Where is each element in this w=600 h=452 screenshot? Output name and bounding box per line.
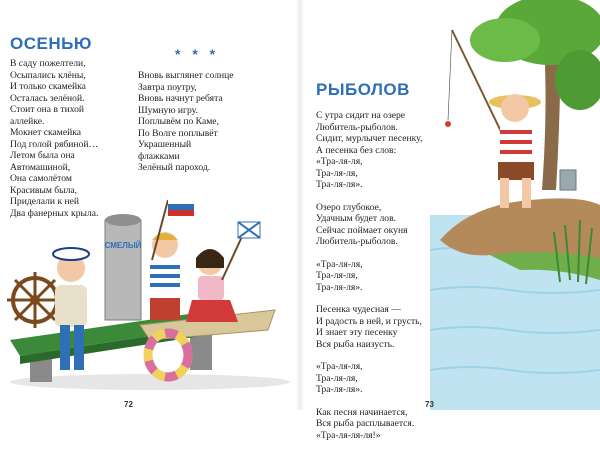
poem-title-rybolov: РЫБОЛОВ — [316, 80, 410, 99]
left-page — [0, 0, 300, 410]
poem-line: «Тра-ля-ля, — [316, 258, 363, 270]
poem-stanza — [316, 202, 422, 248]
striped-boy-figure — [150, 198, 194, 320]
poem-stanza — [316, 304, 422, 350]
poem-stanza — [316, 361, 422, 396]
poem-line: Красивым была, — [10, 184, 78, 196]
poem-line: По Волге поплывёт — [138, 127, 218, 139]
poem-line: Приделали к ней — [10, 196, 80, 207]
poem-line: Любитель-рыболов. — [316, 236, 398, 247]
poem-line: Тра-ля-ля». — [316, 384, 363, 395]
poem-line: Тра-ля-ля». — [316, 281, 363, 293]
poem-line: Песенка чудесная — — [316, 304, 401, 315]
poem-line: А песенка без слов: — [316, 144, 397, 156]
poem-line: В саду пожелтели, — [10, 58, 86, 69]
poem-line: Вся рыба расплывается. — [316, 418, 415, 429]
poem-line: Мокнет скамейка — [10, 127, 82, 138]
poem-stanza — [316, 110, 422, 191]
poem-line: Летом была она — [10, 150, 75, 161]
poem-line: Осталась зелёной. — [10, 92, 85, 104]
poem-line: «Тра-ля-ля, — [316, 361, 363, 372]
poem-stanza — [316, 259, 422, 294]
poem-line: Она самолётом — [10, 173, 72, 184]
poem-line: Под голой рябиной… — [10, 138, 99, 150]
right-page — [300, 0, 600, 441]
children-on-bench-illustration — [0, 190, 300, 395]
poem-line: Озеро глубокое, — [316, 201, 382, 213]
poem-line: Поплывём по Каме, — [138, 116, 219, 127]
poem-line: И знает эту песенку — [316, 327, 398, 338]
poem-line: И радость в ней, и грусть, — [316, 315, 422, 327]
girl-figure — [186, 222, 260, 322]
poem-line: Вновь выглянет солнце — [138, 70, 234, 81]
ships-wheel-icon — [7, 272, 63, 328]
poem-title-osenyu: ОСЕНЬЮ — [10, 34, 92, 53]
section-stars: * * * — [175, 46, 220, 62]
poem-line: аллейке. — [10, 115, 45, 127]
fisherman-boy-illustration — [430, 0, 600, 410]
poem-line: Украшенный — [138, 139, 192, 150]
poem-line: Тра-ля-ля, — [316, 270, 358, 281]
poem-line: Зелёный пароход. — [138, 162, 211, 173]
pipe-label: СМЕЛЫЙ — [104, 241, 142, 250]
poem-line: Автомашиной, — [10, 161, 71, 173]
poem-line: Шумную игру. — [138, 104, 198, 116]
poem-line: Сейчас поймает окуня — [316, 224, 408, 236]
poem-line: флажками — [138, 150, 180, 162]
poem-line: Любитель-рыболов. — [316, 121, 398, 133]
poem-line: С утра сидит на озере — [316, 110, 406, 121]
poem-line: Сидит, мурлычет песенку, — [316, 133, 423, 144]
poem-line: Как песня начинается, — [316, 406, 408, 418]
poem-rybolov — [316, 110, 422, 452]
poem-line: Вся рыба наизусть. — [316, 338, 395, 350]
poem-line: Осыпались клёны, — [10, 69, 86, 81]
page-number-right: 73 — [425, 400, 434, 409]
poem-line: Стоит она в тихой — [10, 104, 85, 115]
poem-line: Вновь начнут ребята — [138, 93, 223, 104]
poem-line: Удачным будет лов. — [316, 213, 397, 224]
poem-line: Два фанерных крыла. — [10, 207, 99, 219]
poem-line: Тра-ля-ля, — [316, 372, 358, 384]
poem-line: И только скамейка — [10, 81, 86, 92]
poem-line: Тра-ля-ля». — [316, 179, 363, 190]
fisherman-boy-figure — [489, 94, 541, 208]
poem-line: Тра-ля-ля, — [316, 167, 358, 179]
poem-osenyu-column-b — [138, 70, 233, 174]
poem-line: Завтра поутру, — [138, 81, 197, 93]
poem-line: «Тра-ля-ля, — [316, 156, 363, 167]
poem-stanza — [316, 407, 422, 442]
page-number-left: 72 — [124, 400, 133, 409]
pipe-funnel — [105, 214, 142, 320]
poem-line: «Тра-ля-ля-ля!» — [316, 429, 381, 441]
